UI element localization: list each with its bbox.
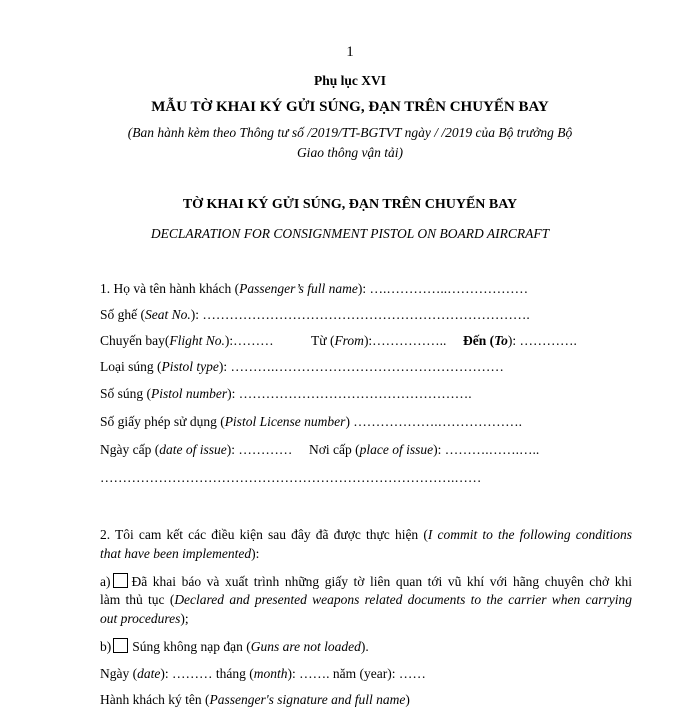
flight-label-en: Flight No. [169, 333, 225, 348]
pistol-type-blank: ): ……….…………………………………………… [218, 359, 504, 374]
form-title: MẪU TỜ KHAI KÝ GỬI SÚNG, ĐẠN TRÊN CHUYẾN BAY [151, 99, 549, 115]
commitment-line-1 [100, 527, 632, 543]
to-label: Đến ( [463, 333, 495, 348]
pistol-type-label: Loại súng ( [100, 359, 162, 374]
pistol-number-blank: ): ……………………………………………. [227, 386, 472, 401]
date-month-label: ): ……… tháng ( [160, 666, 254, 681]
signature-line [100, 692, 410, 708]
commitment-text-en: I commit to the following conditions [427, 527, 632, 542]
item-b-checkbox[interactable] [113, 638, 128, 653]
date-day-label: Ngày ( [100, 666, 138, 681]
to-field[interactable] [463, 333, 577, 349]
item-a-text-vi: Đã khai báo và xuất trình những giấy tờ liên quan tới vũ khí với hãng chuyên chở khi [131, 574, 632, 589]
date-of-issue-label: Ngày cấp ( [100, 442, 160, 457]
item-b-end: ). [360, 639, 369, 654]
from-label-en: From [334, 333, 364, 348]
passenger-name-label-en: Passenger’s full name [239, 281, 358, 296]
passenger-name-label: 1. Họ và tên hành khách ( [100, 281, 240, 296]
place-of-issue-label-en: place of issue [359, 442, 434, 457]
pistol-number-label-en: Pistol number [151, 386, 228, 401]
place-of-issue-label: Nơi cấp ( [309, 442, 360, 457]
pistol-license-field[interactable] [100, 414, 522, 430]
item-a-line-3 [100, 611, 189, 627]
from-label: Từ ( [311, 333, 335, 348]
to-label-en: To [494, 333, 508, 348]
date-month-label-en: month [253, 666, 288, 681]
from-blank: ):…………….. [363, 333, 447, 348]
date-day-label-en: date [137, 666, 161, 681]
pistol-type-label-en: Pistol type [161, 359, 219, 374]
page-number: 1 [346, 44, 354, 60]
seat-label-en: Seat No. [145, 307, 191, 322]
pistol-type-field[interactable] [100, 359, 504, 375]
place-of-issue-blank: ): ……….…….….. [433, 442, 540, 457]
item-a-line-2 [100, 592, 632, 608]
seat-label: Số ghế ( [100, 307, 145, 322]
signature-label-en: Passenger's signature and full name [209, 692, 406, 707]
item-b-line [100, 638, 369, 655]
to-blank: ): …………. [507, 333, 577, 348]
seat-number-field[interactable] [100, 307, 530, 323]
item-a-checkbox[interactable] [113, 573, 128, 588]
signature-end: ) [405, 692, 410, 707]
declaration-title-en: DECLARATION FOR CONSIGNMENT PISTOL ON BOARD AIRCRAFT [150, 226, 550, 241]
item-a-text-vi-cont: làm thủ tục ( [100, 592, 175, 607]
signature-label: Hành khách ký tên ( [100, 692, 210, 707]
item-a-end: ); [180, 611, 189, 626]
commitment-text-vi: 2. Tôi cam kết các điều kiện sau đây đã được thực hiện ( [100, 527, 428, 542]
from-field[interactable] [311, 333, 446, 349]
item-b-label: b) [100, 639, 112, 654]
pistol-number-label: Số súng ( [100, 386, 152, 401]
flight-label: Chuyến bay( [100, 333, 170, 348]
item-a-label: a) [100, 574, 111, 589]
date-of-issue-field[interactable] [100, 442, 292, 458]
commitment-colon: ): [251, 546, 260, 561]
item-a-text-en-cont: out procedures [100, 611, 181, 626]
item-a-line-1 [100, 573, 632, 590]
date-of-issue-blank: ): ………… [226, 442, 293, 457]
date-of-issue-label-en: date of issue [159, 442, 227, 457]
commitment-text-en-cont: that have been implemented [100, 546, 252, 561]
item-b-text-en: Guns are not loaded [250, 639, 361, 654]
flight-number-field[interactable] [100, 333, 274, 349]
extra-info-blank[interactable]: …………………………………………………………………….…… [100, 470, 482, 485]
license-label-en: Pistol License number [224, 414, 346, 429]
item-a-text-en: Declared and presented weapons related documents to the carrier when carrying [174, 592, 632, 607]
passenger-name-field[interactable] [100, 281, 528, 297]
passenger-name-blank: ): ….…………..……………… [357, 281, 529, 296]
date-year-label: ): ……. năm (year): …… [287, 666, 426, 681]
declaration-title-vi: TỜ KHAI KÝ GỬI SÚNG, ĐẠN TRÊN CHUYẾN BAY [182, 197, 518, 212]
date-line[interactable] [100, 666, 426, 682]
license-blank: ) ……………….………………. [345, 414, 523, 429]
seat-blank: ): ………………………………………………………………. [190, 307, 530, 322]
appendix-label: Phụ lục XVI [313, 73, 386, 88]
issued-by-line-2: Giao thông vận tải) [296, 145, 404, 160]
flight-blank: ):……… [224, 333, 274, 348]
commitment-line-2 [100, 546, 259, 562]
license-label: Số giấy phép sử dụng ( [100, 414, 225, 429]
item-b-text-vi: Súng không nạp đạn ( [132, 639, 251, 654]
issued-by-line-1: (Ban hành kèm theo Thông tư số /2019/TT-BGTVT ngày / /2019 của Bộ trưởng Bộ [127, 125, 573, 140]
place-of-issue-field[interactable] [309, 442, 539, 458]
pistol-number-field[interactable] [100, 386, 472, 402]
